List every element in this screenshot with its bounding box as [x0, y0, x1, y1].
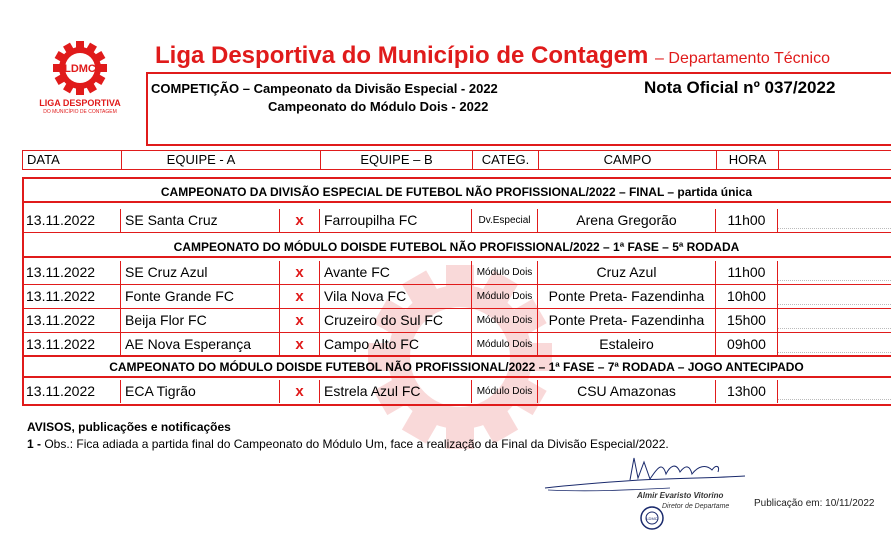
title-department: – Departamento Técnico — [655, 50, 830, 67]
game-time: 11h00 — [716, 261, 778, 284]
team-b: Vila Nova FC — [320, 285, 472, 308]
col-hora: HORA — [717, 151, 779, 169]
game-time: 15h00 — [716, 309, 778, 332]
table-row — [22, 309, 891, 333]
table-row — [22, 285, 891, 309]
team-a: AE Nova Esperança — [121, 333, 280, 356]
team-b: Avante FC — [320, 261, 472, 284]
category: Dv.Especial — [472, 209, 538, 232]
page-title — [155, 42, 830, 70]
section-title: CAMPEONATO DO MÓDULO DOISDE FUTEBOL NÃO PROFISSIONAL/2022 – 1ª FASE – 5ª RODADA — [22, 236, 891, 258]
category: Módulo Dois — [472, 380, 538, 403]
category: Módulo Dois — [472, 333, 538, 356]
row-tail — [778, 380, 891, 400]
game-date: 13.11.2022 — [22, 309, 121, 332]
signature-stamp: LDMC — [646, 516, 658, 521]
competition-line-2: Campeonato do Módulo Dois - 2022 — [268, 99, 489, 114]
notice-number: 1 - — [27, 437, 42, 451]
ldmc-logo — [30, 40, 130, 116]
team-a: SE Santa Cruz — [121, 209, 280, 232]
team-b: Campo Alto FC — [320, 333, 472, 356]
versus-mark: x — [280, 380, 320, 403]
section-title: CAMPEONATO DA DIVISÃO ESPECIAL DE FUTEBOL NÃO PROFISSIONAL/2022 – FINAL – partida única — [22, 181, 891, 203]
game-date: 13.11.2022 — [22, 209, 121, 232]
table-header — [22, 150, 891, 170]
signatory-role: Diretor de Departame — [662, 503, 730, 510]
team-a: ECA Tigrão — [121, 380, 280, 403]
versus-mark: x — [280, 285, 320, 308]
col-equipe-a: EQUIPE - A — [122, 151, 321, 169]
col-campo: CAMPO — [539, 151, 717, 169]
versus-mark: x — [280, 333, 320, 356]
game-date: 13.11.2022 — [22, 285, 121, 308]
row-tail — [778, 261, 891, 281]
table-row — [22, 380, 891, 404]
notices-title: AVISOS, publicações e notificações — [27, 420, 231, 434]
field: Arena Gregorão — [538, 209, 716, 232]
competition-line-1: COMPETIÇÃO – Campeonato da Divisão Especial - 2022 — [151, 81, 498, 96]
table-row — [22, 209, 891, 233]
col-data: DATA — [23, 151, 122, 169]
table-row — [22, 333, 891, 357]
team-a: Fonte Grande FC — [121, 285, 280, 308]
team-a: Beija Flor FC — [121, 309, 280, 332]
table-row — [22, 261, 891, 285]
game-date: 13.11.2022 — [22, 261, 121, 284]
nota-oficial: Nota Oficial nº 037/2022 — [644, 78, 836, 97]
publication-date: Publicação em: 10/11/2022 — [754, 498, 875, 509]
row-tail — [778, 209, 891, 229]
game-time: 09h00 — [716, 333, 778, 356]
col-categoria: CATEG. — [473, 151, 539, 169]
field: Estaleiro — [538, 333, 716, 356]
category: Módulo Dois — [472, 261, 538, 284]
versus-mark: x — [280, 209, 320, 232]
notice-item — [27, 437, 669, 451]
field: Ponte Preta- Fazendinha — [538, 285, 716, 308]
logo-caption: LIGA DESPORTIVA — [39, 98, 121, 108]
row-tail — [778, 285, 891, 305]
field: Cruz Azul — [538, 261, 716, 284]
row-tail — [778, 309, 891, 329]
section-title: CAMPEONATO DO MÓDULO DOISDE FUTEBOL NÃO PROFISSIONAL/2022 – 1ª FASE – 7ª RODADA – JOGO ANTECIPADO — [22, 356, 891, 378]
team-b: Cruzeiro do Sul FC — [320, 309, 472, 332]
notice-text: Obs.: Fica adiada a partida final do Campeonato do Módulo Um, face a realização da Final da Divisão Especial/2022. — [41, 437, 669, 451]
game-date: 13.11.2022 — [22, 333, 121, 356]
game-time: 10h00 — [716, 285, 778, 308]
category: Módulo Dois — [472, 285, 538, 308]
category: Módulo Dois — [472, 309, 538, 332]
game-time: 13h00 — [716, 380, 778, 403]
team-b: Estrela Azul FC — [320, 380, 472, 403]
game-time: 11h00 — [716, 209, 778, 232]
versus-mark: x — [280, 261, 320, 284]
logo-subcaption: DO MUNICÍPIO DE CONTAGEM — [43, 109, 117, 115]
logo-text: LDMC — [64, 63, 96, 75]
col-equipe-b: EQUIPE – B — [321, 151, 473, 169]
team-b: Farroupilha FC — [320, 209, 472, 232]
signatory-name: Almir Evaristo Vitorino — [637, 491, 724, 500]
field: Ponte Preta- Fazendinha — [538, 309, 716, 332]
row-tail — [778, 333, 891, 353]
team-a: SE Cruz Azul — [121, 261, 280, 284]
game-date: 13.11.2022 — [22, 380, 121, 403]
field: CSU Amazonas — [538, 380, 716, 403]
versus-mark: x — [280, 309, 320, 332]
title-main: Liga Desportiva do Município de Contagem — [155, 42, 649, 69]
